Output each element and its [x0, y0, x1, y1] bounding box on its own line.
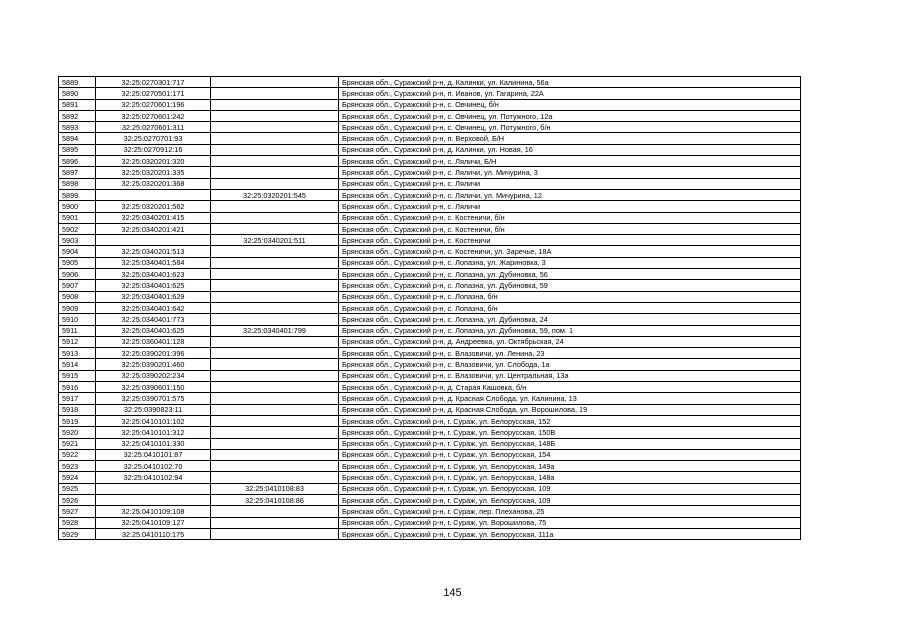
- address-cell: Брянская обл., Суражский р-н, с. Костеничи: [339, 235, 801, 246]
- cadastral-number-cell: 32:25:0340401:584: [96, 257, 211, 268]
- table-row: [59, 314, 801, 325]
- address-cell: Брянская обл., Суражский р-н, п. Иванов, ул. Гагарина, 22А: [339, 88, 801, 99]
- related-cadastral-number-cell: [211, 257, 339, 268]
- row-number-cell: 5910: [59, 314, 96, 325]
- address-cell: Брянская обл., Суражский р-н, с. Костеничи, б/н: [339, 223, 801, 234]
- address-cell: Брянская обл., Суражский р-н, с. Лопазна, ул. Дубиновка, 59, пом. 1: [339, 325, 801, 336]
- address-cell: Брянская обл., Суражский р-н, г. Сураж, ул. Белорусская, 109: [339, 494, 801, 505]
- address-cell: Брянская обл., Суражский р-н, г. Сураж, ул. Белорусская, 148а: [339, 472, 801, 483]
- related-cadastral-number-cell: [211, 280, 339, 291]
- address-cell: Брянская обл., Суражский р-н, с. Ляличи, ул. Мичурина, 12: [339, 189, 801, 200]
- row-number-cell: 5901: [59, 212, 96, 223]
- table-row: [59, 122, 801, 133]
- table-row: [59, 404, 801, 415]
- row-number-cell: 5920: [59, 427, 96, 438]
- cadastral-number-cell: 32:25:0410109:127: [96, 517, 211, 528]
- table-body: [59, 77, 801, 540]
- related-cadastral-number-cell: [211, 314, 339, 325]
- address-cell: Брянская обл., Суражский р-н, д. Калинки, ул. Калинина, 56а: [339, 77, 801, 88]
- table-row: [59, 517, 801, 528]
- address-cell: Брянская обл., Суражский р-н, п. Верховой, Б/Н: [339, 133, 801, 144]
- cadastral-number-cell: 32:25:0390201:396: [96, 348, 211, 359]
- table-row: [59, 99, 801, 110]
- table-row: [59, 348, 801, 359]
- row-number-cell: 5891: [59, 99, 96, 110]
- table-row: [59, 167, 801, 178]
- address-cell: Брянская обл., Суражский р-н, с. Лопазна, ул. Дубиновка, 59: [339, 280, 801, 291]
- cadastral-number-cell: [96, 483, 211, 494]
- address-cell: Брянская обл., Суражский р-н, г. Сураж, ул. Белорусская, 152: [339, 415, 801, 426]
- row-number-cell: 5915: [59, 370, 96, 381]
- row-number-cell: 5890: [59, 88, 96, 99]
- related-cadastral-number-cell: [211, 506, 339, 517]
- address-cell: Брянская обл., Суражский р-н, с. Овчинец, ул. Потужного, б/н: [339, 122, 801, 133]
- related-cadastral-number-cell: [211, 99, 339, 110]
- table-row: [59, 269, 801, 280]
- cadastral-number-cell: 32:25:0340401:623: [96, 269, 211, 280]
- row-number-cell: 5894: [59, 133, 96, 144]
- related-cadastral-number-cell: [211, 156, 339, 167]
- cadastral-number-cell: 32:25:0410109:108: [96, 506, 211, 517]
- row-number-cell: 5895: [59, 144, 96, 155]
- address-cell: Брянская обл., Суражский р-н, с. Лопазна, ул. Жариновка, 3: [339, 257, 801, 268]
- address-cell: Брянская обл., Суражский р-н, г. Сураж, пер. Плеханова, 25: [339, 506, 801, 517]
- cadastral-number-cell: 32:25:0410101:102: [96, 415, 211, 426]
- address-cell: Брянская обл., Суражский р-н, с. Овчинец, ул. Потужного, 12а: [339, 110, 801, 121]
- related-cadastral-number-cell: [211, 449, 339, 460]
- page-number: 145: [443, 587, 462, 599]
- address-cell: Брянская обл., Суражский р-н, с. Костеничи, б/н: [339, 212, 801, 223]
- related-cadastral-number-cell: [211, 223, 339, 234]
- cadastral-number-cell: 32:25:0410110:175: [96, 528, 211, 539]
- cadastral-number-cell: 32:25:0320201:562: [96, 201, 211, 212]
- table-row: [59, 212, 801, 223]
- cadastral-number-cell: [96, 494, 211, 505]
- address-cell: Брянская обл., Суражский р-н, с. Влазовичи, ул. Центральная, 13а: [339, 370, 801, 381]
- row-number-cell: 5909: [59, 302, 96, 313]
- row-number-cell: 5928: [59, 517, 96, 528]
- row-number-cell: 5889: [59, 77, 96, 88]
- table-row: [59, 235, 801, 246]
- related-cadastral-number-cell: 32:25:0340201:511: [211, 235, 339, 246]
- cadastral-number-cell: 32:25:0270701:93: [96, 133, 211, 144]
- table-row: [59, 382, 801, 393]
- table-row: [59, 506, 801, 517]
- row-number-cell: 5916: [59, 382, 96, 393]
- row-number-cell: 5892: [59, 110, 96, 121]
- table-row: [59, 178, 801, 189]
- address-cell: Брянская обл., Суражский р-н, д. Старая Кашовка, б/н: [339, 382, 801, 393]
- row-number-cell: 5914: [59, 359, 96, 370]
- related-cadastral-number-cell: [211, 246, 339, 257]
- cadastral-number-cell: 32:25:0340201:415: [96, 212, 211, 223]
- cadastral-number-cell: 32:25:0340201:421: [96, 223, 211, 234]
- cadastral-number-cell: 32:25:0390202:234: [96, 370, 211, 381]
- address-cell: Брянская обл., Суражский р-н, с. Лопазна, ул. Дубиновка, 24: [339, 314, 801, 325]
- cadastral-number-cell: 32:25:0320201:335: [96, 167, 211, 178]
- table-row: [59, 325, 801, 336]
- row-number-cell: 5925: [59, 483, 96, 494]
- cadastral-number-cell: 32:25:0340401:625: [96, 325, 211, 336]
- cadastral-number-cell: 32:25:0390201:460: [96, 359, 211, 370]
- table-row: [59, 370, 801, 381]
- table-row: [59, 302, 801, 313]
- address-cell: Брянская обл., Суражский р-н, г. Сураж, ул. Белорусская, 148Б: [339, 438, 801, 449]
- cadastral-number-cell: 32:25:0360401:128: [96, 336, 211, 347]
- row-number-cell: 5917: [59, 393, 96, 404]
- address-cell: Брянская обл., Суражский р-н, д. Андреевка, ул. Октябрьская, 24: [339, 336, 801, 347]
- related-cadastral-number-cell: 32:25:0410108:86: [211, 494, 339, 505]
- address-cell: Брянская обл., Суражский р-н, с. Влазовичи, ул. Слобода, 1а: [339, 359, 801, 370]
- row-number-cell: 5905: [59, 257, 96, 268]
- row-number-cell: 5912: [59, 336, 96, 347]
- related-cadastral-number-cell: [211, 291, 339, 302]
- cadastral-number-cell: 32:25:0410102:70: [96, 461, 211, 472]
- related-cadastral-number-cell: [211, 382, 339, 393]
- cadastral-number-cell: 32:25:0320201:320: [96, 156, 211, 167]
- row-number-cell: 5929: [59, 528, 96, 539]
- row-number-cell: 5924: [59, 472, 96, 483]
- cadastral-number-cell: 32:25:0320201:368: [96, 178, 211, 189]
- table-row: [59, 461, 801, 472]
- table-row: [59, 438, 801, 449]
- table-row: [59, 359, 801, 370]
- table-row: [59, 201, 801, 212]
- address-cell: Брянская обл., Суражский р-н, г. Сураж, ул. Ворошилова, 75: [339, 517, 801, 528]
- table-row: [59, 528, 801, 539]
- related-cadastral-number-cell: 32:25:0340401:799: [211, 325, 339, 336]
- related-cadastral-number-cell: [211, 77, 339, 88]
- related-cadastral-number-cell: [211, 348, 339, 359]
- cadastral-number-cell: 32:25:0410102:94: [96, 472, 211, 483]
- table-row: [59, 449, 801, 460]
- row-number-cell: 5921: [59, 438, 96, 449]
- row-number-cell: 5898: [59, 178, 96, 189]
- table-row: [59, 77, 801, 88]
- row-number-cell: 5923: [59, 461, 96, 472]
- table-row: [59, 393, 801, 404]
- table-row: [59, 257, 801, 268]
- row-number-cell: 5908: [59, 291, 96, 302]
- table-row: [59, 223, 801, 234]
- cadastral-number-cell: 32:25:0410101:312: [96, 427, 211, 438]
- table-row: [59, 133, 801, 144]
- row-number-cell: 5926: [59, 494, 96, 505]
- cadastral-number-cell: 32:25:0390701:575: [96, 393, 211, 404]
- cadastral-number-cell: [96, 189, 211, 200]
- related-cadastral-number-cell: [211, 110, 339, 121]
- related-cadastral-number-cell: [211, 461, 339, 472]
- table-row: [59, 144, 801, 155]
- related-cadastral-number-cell: [211, 88, 339, 99]
- cadastral-number-cell: 32:25:0270501:171: [96, 88, 211, 99]
- related-cadastral-number-cell: [211, 370, 339, 381]
- row-number-cell: 5897: [59, 167, 96, 178]
- related-cadastral-number-cell: [211, 212, 339, 223]
- cadastral-number-cell: [96, 235, 211, 246]
- row-number-cell: 5903: [59, 235, 96, 246]
- row-number-cell: 5896: [59, 156, 96, 167]
- related-cadastral-number-cell: [211, 144, 339, 155]
- related-cadastral-number-cell: [211, 472, 339, 483]
- row-number-cell: 5904: [59, 246, 96, 257]
- property-register-table: [58, 76, 801, 540]
- related-cadastral-number-cell: [211, 178, 339, 189]
- cadastral-number-cell: 32:25:0340401:629: [96, 291, 211, 302]
- related-cadastral-number-cell: [211, 269, 339, 280]
- cadastral-number-cell: 32:25:0340201:513: [96, 246, 211, 257]
- related-cadastral-number-cell: 32:25:0410108:83: [211, 483, 339, 494]
- row-number-cell: 5919: [59, 415, 96, 426]
- address-cell: Брянская обл., Суражский р-н, д. Калинки, ул. Новая, 16: [339, 144, 801, 155]
- row-number-cell: 5922: [59, 449, 96, 460]
- address-cell: Брянская обл., Суражский р-н, с. Ляличи: [339, 178, 801, 189]
- related-cadastral-number-cell: [211, 167, 339, 178]
- address-cell: Брянская обл., Суражский р-н, г. Сураж, ул. Белорусская, 154: [339, 449, 801, 460]
- address-cell: Брянская обл., Суражский р-н, с. Влазовичи, ул. Ленина, 23: [339, 348, 801, 359]
- cadastral-number-cell: 32:25:0270301:717: [96, 77, 211, 88]
- related-cadastral-number-cell: [211, 133, 339, 144]
- address-cell: Брянская обл., Суражский р-н, г. Сураж, ул. Белорусская, 109: [339, 483, 801, 494]
- table-row: [59, 427, 801, 438]
- address-cell: Брянская обл., Суражский р-н, с. Лопазна, б/н: [339, 302, 801, 313]
- related-cadastral-number-cell: [211, 517, 339, 528]
- related-cadastral-number-cell: [211, 404, 339, 415]
- table-row: [59, 156, 801, 167]
- related-cadastral-number-cell: [211, 415, 339, 426]
- address-cell: Брянская обл., Суражский р-н, д. Красная Слобода, ул. Ворошилова, 19: [339, 404, 801, 415]
- row-number-cell: 5918: [59, 404, 96, 415]
- table-row: [59, 494, 801, 505]
- table-row: [59, 483, 801, 494]
- cadastral-number-cell: 32:25:0340401:625: [96, 280, 211, 291]
- cadastral-number-cell: 32:25:0270912:16: [96, 144, 211, 155]
- row-number-cell: 5906: [59, 269, 96, 280]
- address-cell: Брянская обл., Суражский р-н, г. Сураж, ул. Белорусская, 111а: [339, 528, 801, 539]
- cadastral-number-cell: 32:25:0410101:87: [96, 449, 211, 460]
- cadastral-number-cell: 32:25:0270601:311: [96, 122, 211, 133]
- row-number-cell: 5913: [59, 348, 96, 359]
- cadastral-number-cell: 32:25:0270601:242: [96, 110, 211, 121]
- cadastral-number-cell: 32:25:0410101:330: [96, 438, 211, 449]
- address-cell: Брянская обл., Суражский р-н, г. Сураж, ул. Белорусская, 149а: [339, 461, 801, 472]
- row-number-cell: 5902: [59, 223, 96, 234]
- row-number-cell: 5899: [59, 189, 96, 200]
- related-cadastral-number-cell: [211, 438, 339, 449]
- address-cell: Брянская обл., Суражский р-н, с. Костеничи, ул. Заречье, 18А: [339, 246, 801, 257]
- related-cadastral-number-cell: [211, 528, 339, 539]
- row-number-cell: 5893: [59, 122, 96, 133]
- cadastral-number-cell: 32:25:0390823:11: [96, 404, 211, 415]
- address-cell: Брянская обл., Суражский р-н, с. Ляличи: [339, 201, 801, 212]
- cadastral-number-cell: 32:25:0340401:642: [96, 302, 211, 313]
- address-cell: Брянская обл., Суражский р-н, д. Красная Слобода, ул. Калинина, 13: [339, 393, 801, 404]
- related-cadastral-number-cell: [211, 201, 339, 212]
- address-cell: Брянская обл., Суражский р-н, с. Ляличи, Б/Н: [339, 156, 801, 167]
- table-row: [59, 415, 801, 426]
- table-row: [59, 189, 801, 200]
- related-cadastral-number-cell: [211, 336, 339, 347]
- table-row: [59, 88, 801, 99]
- address-cell: Брянская обл., Суражский р-н, с. Лопазна, б/н: [339, 291, 801, 302]
- related-cadastral-number-cell: [211, 359, 339, 370]
- address-cell: Брянская обл., Суражский р-н, с. Лопазна, ул. Дубиновка, 56: [339, 269, 801, 280]
- table-row: [59, 110, 801, 121]
- table-row: [59, 472, 801, 483]
- cadastral-number-cell: 32:25:0270601:196: [96, 99, 211, 110]
- table-row: [59, 280, 801, 291]
- address-cell: Брянская обл., Суражский р-н, г. Сураж, ул. Белорусская, 150В: [339, 427, 801, 438]
- row-number-cell: 5907: [59, 280, 96, 291]
- cadastral-number-cell: 32:25:0340401:773: [96, 314, 211, 325]
- table-row: [59, 246, 801, 257]
- row-number-cell: 5900: [59, 201, 96, 212]
- cadastral-number-cell: 32:25:0390601:150: [96, 382, 211, 393]
- table-row: [59, 336, 801, 347]
- related-cadastral-number-cell: [211, 302, 339, 313]
- related-cadastral-number-cell: [211, 427, 339, 438]
- row-number-cell: 5927: [59, 506, 96, 517]
- row-number-cell: 5911: [59, 325, 96, 336]
- table-row: [59, 291, 801, 302]
- related-cadastral-number-cell: 32:25:0320201:545: [211, 189, 339, 200]
- address-cell: Брянская обл., Суражский р-н, с. Овчинец, б/н: [339, 99, 801, 110]
- address-cell: Брянская обл., Суражский р-н, с. Ляличи, ул. Мичурина, 3: [339, 167, 801, 178]
- related-cadastral-number-cell: [211, 393, 339, 404]
- related-cadastral-number-cell: [211, 122, 339, 133]
